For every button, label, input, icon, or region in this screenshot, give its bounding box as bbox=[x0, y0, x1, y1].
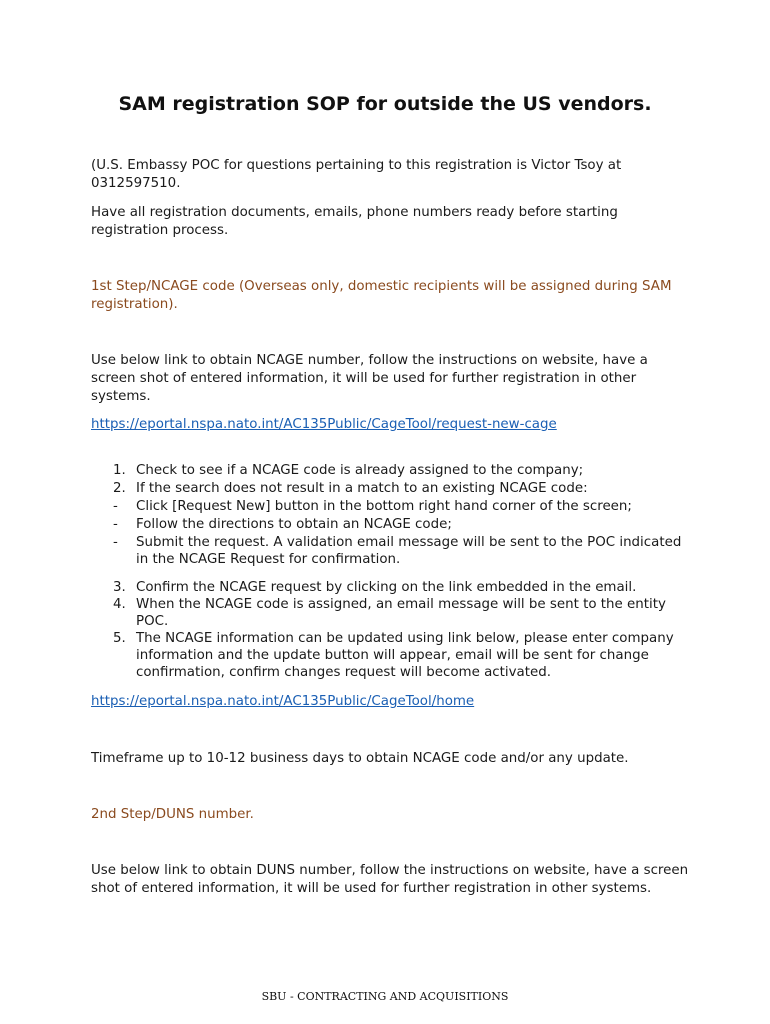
ncage-home-link[interactable]: https://eportal.nspa.nato.int/AC135Public/CageTool/home bbox=[91, 694, 475, 709]
step1-intro: Use below link to obtain NCAGE number, follow the instructions on website, have a screen shot of entered information, it will be used for further registration in other systems. bbox=[91, 353, 648, 404]
list-item-text: Follow the directions to obtain an NCAGE code; bbox=[136, 517, 452, 532]
ncage-steps-list-a bbox=[113, 462, 693, 568]
ncage-request-link[interactable]: https://eportal.nspa.nato.int/AC135Public/CageTool/request-new-cage bbox=[91, 417, 557, 432]
list-marker: 2. bbox=[113, 481, 126, 496]
list-marker: 1. bbox=[113, 463, 126, 478]
list-item-text: Check to see if a NCAGE code is already assigned to the company; bbox=[136, 463, 584, 478]
list-marker: - bbox=[113, 535, 118, 550]
step1-heading: 1st Step/NCAGE code (Overseas only, domestic recipients will be assigned during SAM registration). bbox=[91, 279, 672, 312]
list-item-text: Submit the request. A validation email message will be sent to the POC indicated in the NCAGE Request for confirmation. bbox=[136, 535, 682, 567]
ncage-steps-list-b bbox=[113, 579, 693, 681]
list-item-text: If the search does not result in a match to an existing NCAGE code: bbox=[136, 481, 588, 496]
list-item-text: The NCAGE information can be updated using link below, please enter company information and the update button will appear, email will be sent for change confirmation, confirm changes request will become activated. bbox=[136, 631, 674, 680]
list-item-text: When the NCAGE code is assigned, an email message will be sent to the entity POC. bbox=[136, 597, 666, 629]
list-marker: - bbox=[113, 517, 118, 532]
list-item-text: Confirm the NCAGE request by clicking on the link embedded in the email. bbox=[136, 580, 637, 595]
list-item bbox=[113, 579, 693, 596]
step2-intro: Use below link to obtain DUNS number, follow the instructions on website, have a screen shot of entered information, it will be used for further registration in other systems. bbox=[91, 863, 689, 896]
list-item bbox=[113, 596, 693, 630]
poc-note: (U.S. Embassy POC for questions pertaining to this registration is Victor Tsoy at 0312597510. bbox=[91, 158, 622, 191]
list-item-text: Click [Request New] button in the bottom right hand corner of the screen; bbox=[136, 499, 632, 514]
list-item bbox=[113, 462, 693, 479]
list-marker: 5. bbox=[113, 631, 126, 646]
list-item bbox=[113, 630, 693, 681]
step2-heading: 2nd Step/DUNS number. bbox=[91, 807, 254, 822]
ncage-request-link-row bbox=[91, 416, 691, 434]
list-marker: - bbox=[113, 499, 118, 514]
ncage-home-link-row bbox=[91, 693, 691, 711]
list-marker: 4. bbox=[113, 597, 126, 612]
list-item bbox=[113, 516, 693, 533]
page-title: SAM registration SOP for outside the US vendors. bbox=[118, 93, 652, 115]
list-item bbox=[113, 534, 693, 568]
list-marker: 3. bbox=[113, 580, 126, 595]
list-item bbox=[113, 498, 693, 515]
list-item bbox=[113, 480, 693, 497]
page-footer: SBU - CONTRACTING AND ACQUISITIONS bbox=[261, 990, 509, 1003]
timeframe-note: Timeframe up to 10-12 business days to obtain NCAGE code and/or any update. bbox=[91, 751, 629, 766]
prep-note: Have all registration documents, emails, phone numbers ready before starting registration process. bbox=[91, 205, 618, 238]
